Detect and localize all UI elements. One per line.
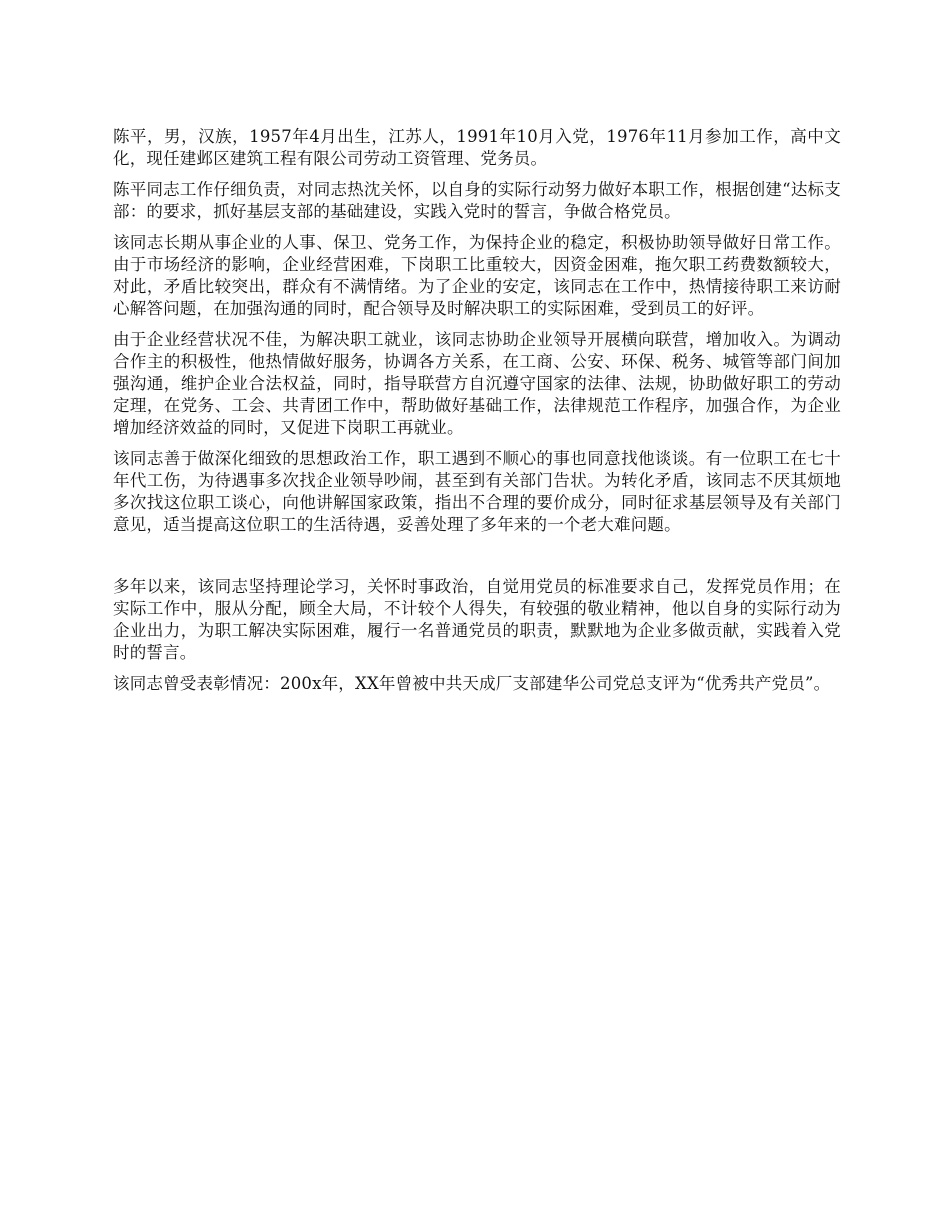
paragraph-study: 多年以来，该同志坚持理论学习，关怀时事政治，自觉用党员的标准要求自己，发挥党员作用；在实际工作中，服从分配，顾全大局，不计较个人得失，有较强的敬业精神，他以自身的实际行动为企业出力，为职工解决实际困难，履行一名普通党员的职责，默默地为企业多做贡献，实践着入党时的誓言。: [113, 577, 841, 662]
paragraph-political-work: 该同志善于做深化细致的思想政治工作，职工遇到不顺心的事也同意找他谈谈。有一位职工在七十年代工伤，为待遇事多次找企业领导吵闹，甚至到有关部门告状。为转化矛盾，该同志不厌其烦地多次找这位职工谈心，向他讲解国家政策，指出不合理的要价成分，同时征求基层领导及有关部门意见，适当提高这位职工的生活待遇，妥善处理了多年来的一个老大难问题。: [113, 449, 841, 534]
paragraph-profile: 陈平，男，汉族，1957年4月出生，江苏人，1991年10月入党，1976年11月参加工作，高中文化，现任建邺区建筑工程有限公司劳动工资管理、党务员。: [113, 127, 841, 168]
document-body: [113, 126, 841, 704]
paragraph-work-attitude: 陈平同志工作仔细负责，对同志热沈关怀，以自身的实际行动努力做好本职工作，根据创建“达标支部：的要求，抓好基层支部的基础建设，实践入党时的誓言，争做合格党员。: [113, 180, 841, 221]
paragraph-employment: 由于企业经营状况不佳，为解决职工就业，该同志协助企业领导开展横向联营，增加收入。为调动合作主的积极性，他热情做好服务，协调各方关系，在工商、公安、环保、税务、城管等部门间加强沟通，维护企业合法权益，同时，指导联营方自沉遵守国家的法律、法规，协助做好职工的劳动定理，在党务、工会、共青团工作中，帮助做好基础工作，法律规范工作程序，加强合作，为企业增加经济效益的同时，又促进下岗职工再就业。: [113, 330, 841, 437]
paragraph-gap: [113, 545, 841, 576]
paragraph-personnel-work: 该同志长期从事企业的人事、保卫、党务工作，为保持企业的稳定，积极协助领导做好日常工作。由于市场经济的影响，企业经营困难，下岗职工比重较大，因资金困难，拖欠职工药费数额较大，对此，矛盾比较突出，群众有不满情绪。为了企业的安定，该同志在工作中，热情接待职工来访耐心解答问题，在加强沟通的同时，配合领导及时解决职工的实际困难，受到员工的好评。: [113, 233, 841, 318]
paragraph-honors: 该同志曾受表彰情况：200x年，XX年曾被中共天成厂支部建华公司党总支评为“优秀共产党员”。: [113, 674, 831, 693]
